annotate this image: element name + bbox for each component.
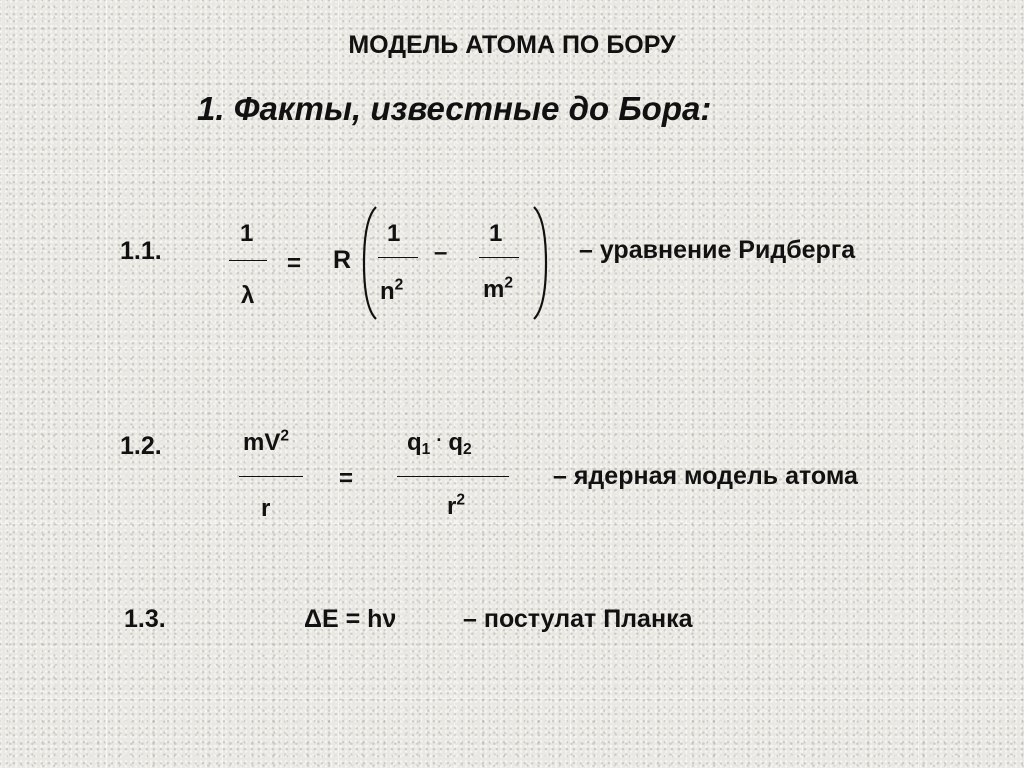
equals-sign: = [287, 250, 302, 277]
fraction-numerator: $mV^2$ [243, 427, 290, 456]
slide-title: МОДЕЛЬ АТОМА ПО БОРУ [348, 31, 676, 59]
right-parenthesis [530, 205, 550, 321]
rydberg-constant: R [333, 246, 352, 274]
fraction-numerator: $q_1 \cdot q_2$ [407, 429, 472, 458]
section-heading: 1. Факты, известные до Бора: [197, 90, 712, 127]
fact-number: 1.3. [124, 605, 166, 633]
fraction-bar [239, 476, 303, 477]
fraction-denominator: $m^2$ [483, 274, 514, 303]
left-parenthesis [360, 205, 380, 321]
equals-sign: = [339, 465, 354, 492]
fraction-bar [378, 257, 418, 258]
fraction-denominator: $n^2$ [380, 276, 404, 305]
fact-number: 1.1. [120, 237, 162, 265]
fraction-denominator: r [261, 495, 271, 522]
minus-sign: – [434, 239, 448, 266]
fraction-denominator: $r^2$ [447, 491, 466, 520]
fraction-bar [229, 260, 267, 261]
formula: ΔE = hν [304, 605, 397, 633]
fraction-numerator: 1 [240, 220, 254, 247]
fraction-denominator: λ [241, 282, 255, 309]
fact-description: – уравнение Ридберга [579, 236, 856, 264]
fraction-numerator: 1 [489, 220, 503, 247]
fraction-bar [479, 257, 519, 258]
fact-number: 1.2. [120, 432, 162, 460]
fraction-numerator: 1 [387, 220, 401, 247]
fraction-bar [397, 476, 509, 477]
fact-description: – постулат Планка [463, 605, 693, 633]
fact-description: – ядерная модель атома [553, 462, 858, 490]
